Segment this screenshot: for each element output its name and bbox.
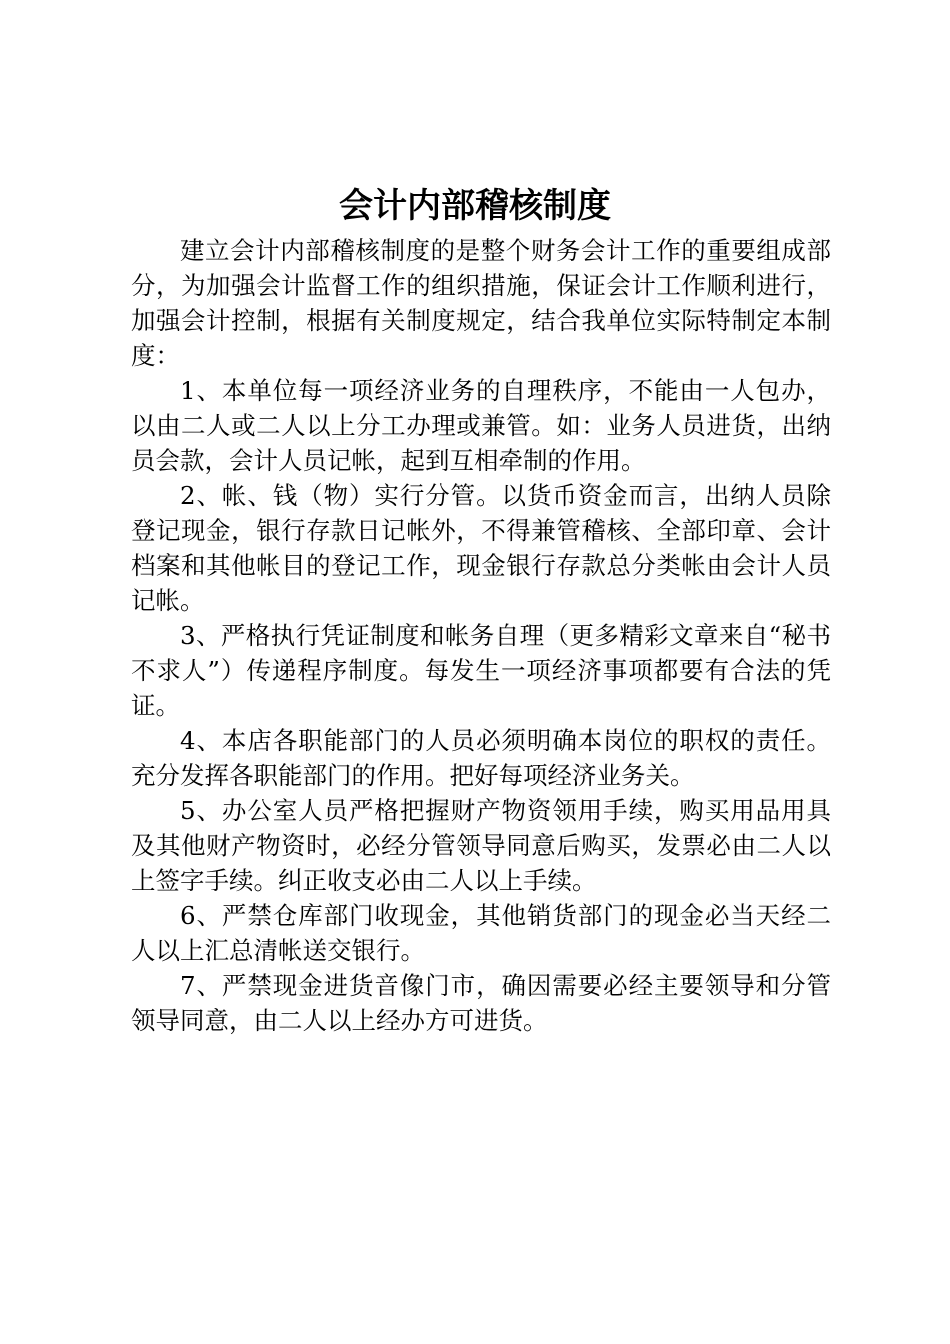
document-title: 会计内部稽核制度: [339, 186, 611, 226]
rule-item-5: 5、办公室人员严格把握财产物资领用手续，购买用品用具及其他财产物资时，必经分管领导同意后购买，发票必由二人以上签字手续。纠正收支必由二人以上手续。: [131, 796, 831, 895]
rule-item-3: 3、严格执行凭证制度和帐务自理（更多精彩文章来自“秘书不求人”）传递程序制度。每发生一项经济事项都要有合法的凭证。: [131, 621, 831, 720]
rule-item-1: 1、本单位每一项经济业务的自理秩序，不能由一人包办，以由二人或二人以上分工办理或兼管。如：业务人员进货，出纳员会款，会计人员记帐，起到互相牵制的作用。: [131, 376, 831, 475]
rule-item-6: 6、严禁仓库部门收现金，其他销货部门的现金必当天经二人以上汇总清帐送交银行。: [131, 901, 831, 965]
rule-item-4: 4、本店各职能部门的人员必须明确本岗位的职权的责任。充分发挥各职能部门的作用。把好每项经济业务关。: [131, 726, 831, 790]
document-body: [131, 233, 831, 1038]
intro-paragraph: 建立会计内部稽核制度的是整个财务会计工作的重要组成部分，为加强会计监督工作的组织措施，保证会计工作顺利进行，加强会计控制，根据有关制度规定，结合我单位实际特制定本制度：: [131, 236, 831, 370]
rule-item-2: 2、帐、钱（物）实行分管。以货币资金而言，出纳人员除登记现金，银行存款日记帐外，不得兼管稽核、全部印章、会计档案和其他帐目的登记工作，现金银行存款总分类帐由会计人员记帐。: [131, 481, 831, 615]
rule-item-7: 7、严禁现金进货音像门市，确因需要必经主要领导和分管领导同意，由二人以上经办方可进货。: [131, 971, 831, 1035]
